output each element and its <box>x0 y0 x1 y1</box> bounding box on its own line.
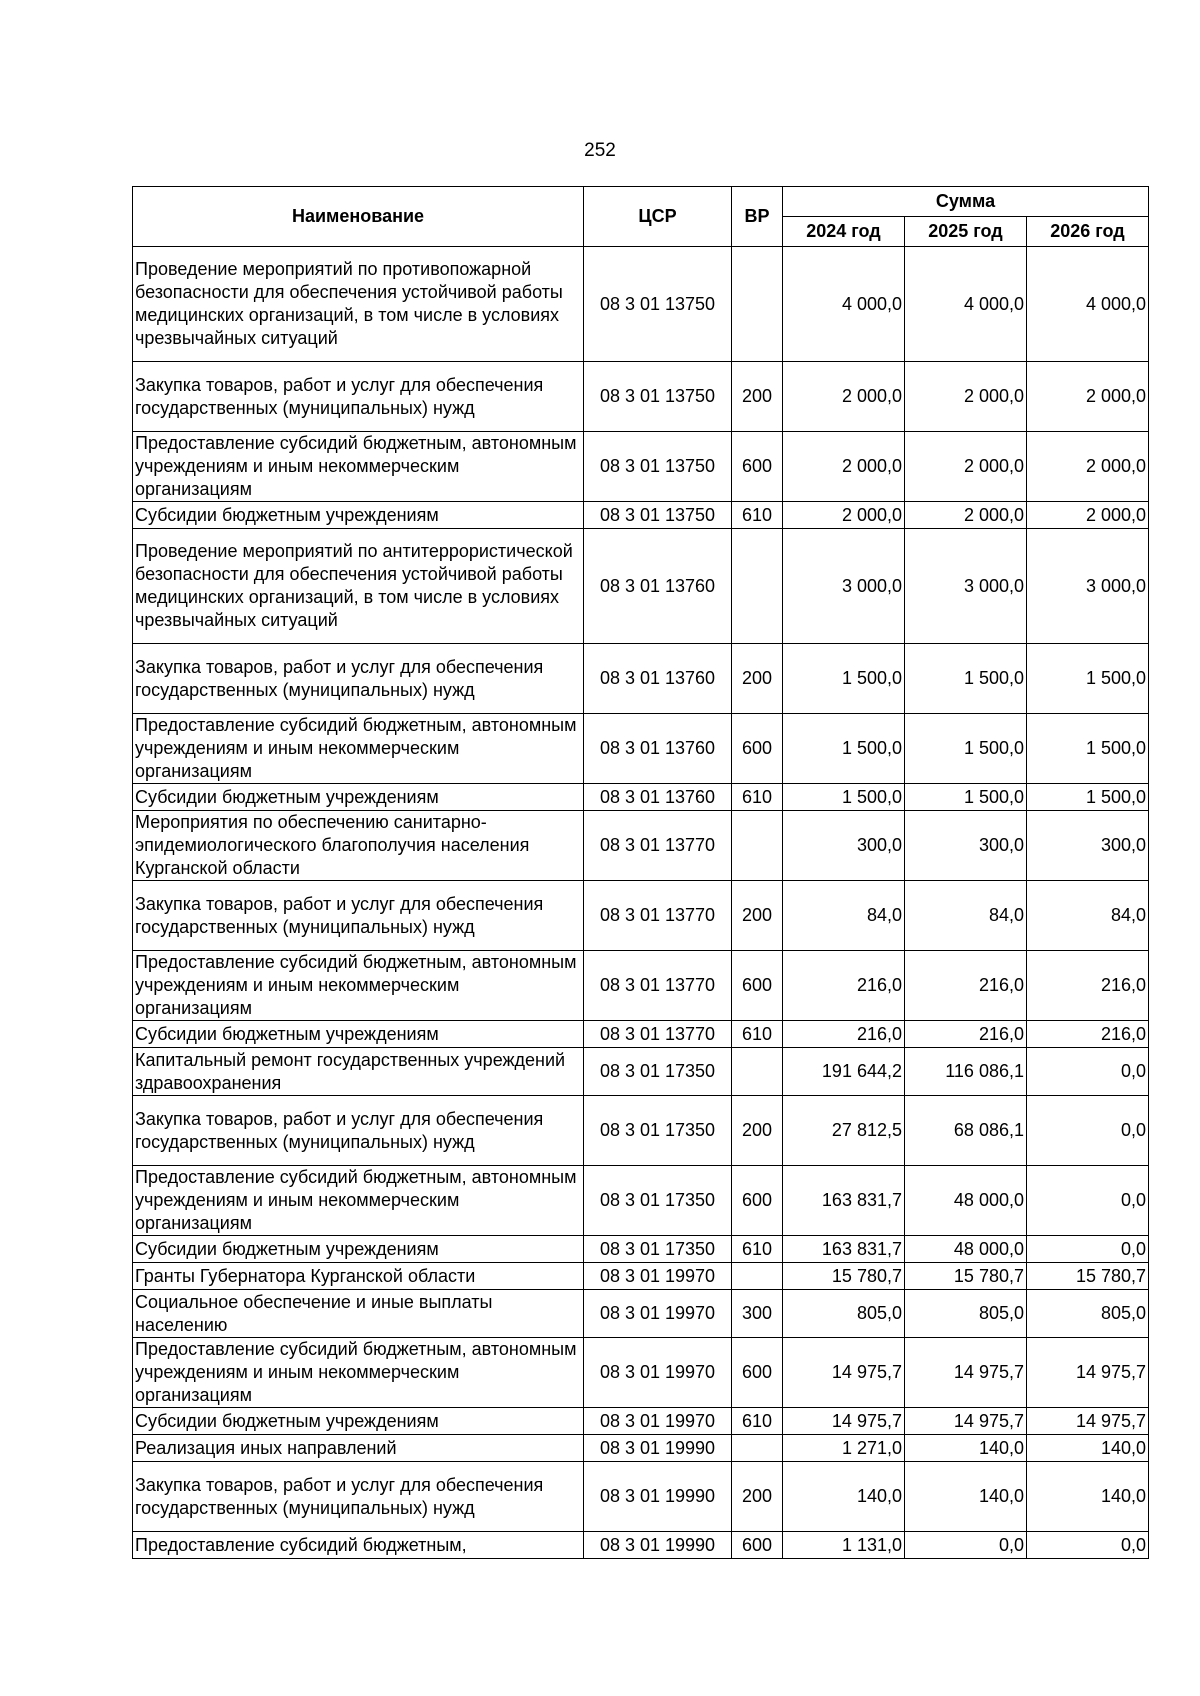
row-name: Мероприятия по обеспечению санитарно-эпидемиологического благополучия населения Курганской области <box>133 811 584 881</box>
row-amount-2026: 140,0 <box>1027 1435 1149 1462</box>
header-csr: ЦСР <box>584 187 732 247</box>
row-amount-2025: 2 000,0 <box>905 432 1027 502</box>
row-amount-2025: 14 975,7 <box>905 1338 1027 1408</box>
row-csr: 08 3 01 19990 <box>584 1462 732 1532</box>
row-name: Субсидии бюджетным учреждениям <box>133 784 584 811</box>
row-amount-2025: 140,0 <box>905 1435 1027 1462</box>
table-row <box>133 811 1149 881</box>
row-vr: 610 <box>732 1236 783 1263</box>
row-amount-2024: 14 975,7 <box>783 1408 905 1435</box>
row-amount-2025: 48 000,0 <box>905 1166 1027 1236</box>
row-vr: 610 <box>732 1021 783 1048</box>
row-vr: 600 <box>732 432 783 502</box>
table-row <box>133 1048 1149 1096</box>
row-amount-2026: 1 500,0 <box>1027 714 1149 784</box>
row-vr <box>732 1263 783 1290</box>
row-vr: 610 <box>732 502 783 529</box>
row-amount-2026: 1 500,0 <box>1027 644 1149 714</box>
row-vr: 200 <box>732 1462 783 1532</box>
row-amount-2025: 15 780,7 <box>905 1263 1027 1290</box>
row-amount-2024: 191 644,2 <box>783 1048 905 1096</box>
row-csr: 08 3 01 19970 <box>584 1408 732 1435</box>
row-amount-2025: 68 086,1 <box>905 1096 1027 1166</box>
row-amount-2024: 163 831,7 <box>783 1166 905 1236</box>
row-amount-2024: 1 271,0 <box>783 1435 905 1462</box>
row-amount-2024: 2 000,0 <box>783 502 905 529</box>
table-row <box>133 1338 1149 1408</box>
row-csr: 08 3 01 13750 <box>584 247 732 362</box>
row-amount-2026: 0,0 <box>1027 1532 1149 1559</box>
row-name: Предоставление субсидий бюджетным, автономным учреждениям и иным некоммерческим организациям <box>133 1166 584 1236</box>
row-amount-2024: 2 000,0 <box>783 362 905 432</box>
row-name: Закупка товаров, работ и услуг для обеспечения государственных (муниципальных) нужд <box>133 1462 584 1532</box>
header-year-2025: 2025 год <box>905 217 1027 247</box>
table-row <box>133 714 1149 784</box>
row-csr: 08 3 01 13750 <box>584 502 732 529</box>
row-amount-2024: 300,0 <box>783 811 905 881</box>
row-vr <box>732 529 783 644</box>
row-name: Предоставление субсидий бюджетным, автономным учреждениям и иным некоммерческим организациям <box>133 1338 584 1408</box>
row-vr <box>732 811 783 881</box>
row-vr <box>732 247 783 362</box>
table-row <box>133 784 1149 811</box>
table-row <box>133 1166 1149 1236</box>
row-name: Закупка товаров, работ и услуг для обеспечения государственных (муниципальных) нужд <box>133 644 584 714</box>
row-amount-2025: 84,0 <box>905 881 1027 951</box>
table-row <box>133 1263 1149 1290</box>
row-amount-2024: 805,0 <box>783 1290 905 1338</box>
row-vr: 200 <box>732 1096 783 1166</box>
row-vr: 600 <box>732 714 783 784</box>
row-amount-2026: 0,0 <box>1027 1166 1149 1236</box>
row-csr: 08 3 01 17350 <box>584 1048 732 1096</box>
row-vr: 600 <box>732 951 783 1021</box>
row-csr: 08 3 01 13760 <box>584 644 732 714</box>
row-amount-2025: 805,0 <box>905 1290 1027 1338</box>
row-csr: 08 3 01 13770 <box>584 951 732 1021</box>
row-csr: 08 3 01 13770 <box>584 811 732 881</box>
header-year-2024: 2024 год <box>783 217 905 247</box>
header-year-2026: 2026 год <box>1027 217 1149 247</box>
header-name: Наименование <box>133 187 584 247</box>
row-name: Субсидии бюджетным учреждениям <box>133 1236 584 1263</box>
row-amount-2026: 0,0 <box>1027 1048 1149 1096</box>
row-csr: 08 3 01 19970 <box>584 1338 732 1408</box>
row-amount-2024: 27 812,5 <box>783 1096 905 1166</box>
table-row <box>133 1236 1149 1263</box>
row-amount-2024: 140,0 <box>783 1462 905 1532</box>
row-amount-2026: 805,0 <box>1027 1290 1149 1338</box>
table-row <box>133 1096 1149 1166</box>
table-row <box>133 1408 1149 1435</box>
table-row <box>133 1532 1149 1559</box>
table-body <box>133 247 1149 1559</box>
row-csr: 08 3 01 13760 <box>584 784 732 811</box>
row-amount-2026: 4 000,0 <box>1027 247 1149 362</box>
row-amount-2024: 1 131,0 <box>783 1532 905 1559</box>
row-amount-2026: 216,0 <box>1027 951 1149 1021</box>
row-amount-2026: 2 000,0 <box>1027 502 1149 529</box>
row-csr: 08 3 01 19970 <box>584 1263 732 1290</box>
row-amount-2025: 140,0 <box>905 1462 1027 1532</box>
row-csr: 08 3 01 19970 <box>584 1290 732 1338</box>
row-name: Предоставление субсидий бюджетным, автономным учреждениям и иным некоммерческим организациям <box>133 714 584 784</box>
table-row <box>133 1290 1149 1338</box>
row-csr: 08 3 01 13760 <box>584 714 732 784</box>
row-amount-2025: 3 000,0 <box>905 529 1027 644</box>
row-name: Проведение мероприятий по противопожарной безопасности для обеспечения устойчивой работы медицинских организаций, в том числе в условиях чрезвычайных ситуаций <box>133 247 584 362</box>
row-amount-2024: 3 000,0 <box>783 529 905 644</box>
row-amount-2025: 216,0 <box>905 951 1027 1021</box>
row-name: Гранты Губернатора Курганской области <box>133 1263 584 1290</box>
row-name: Закупка товаров, работ и услуг для обеспечения государственных (муниципальных) нужд <box>133 881 584 951</box>
row-vr: 600 <box>732 1338 783 1408</box>
row-amount-2026: 14 975,7 <box>1027 1408 1149 1435</box>
row-csr: 08 3 01 17350 <box>584 1236 732 1263</box>
row-csr: 08 3 01 13770 <box>584 1021 732 1048</box>
row-csr: 08 3 01 13770 <box>584 881 732 951</box>
row-amount-2026: 14 975,7 <box>1027 1338 1149 1408</box>
row-name: Социальное обеспечение и иные выплаты населению <box>133 1290 584 1338</box>
row-csr: 08 3 01 19990 <box>584 1435 732 1462</box>
table-row <box>133 881 1149 951</box>
table-row <box>133 1462 1149 1532</box>
row-amount-2026: 0,0 <box>1027 1096 1149 1166</box>
row-vr <box>732 1435 783 1462</box>
row-vr: 200 <box>732 362 783 432</box>
row-amount-2026: 2 000,0 <box>1027 432 1149 502</box>
row-amount-2024: 163 831,7 <box>783 1236 905 1263</box>
row-name: Предоставление субсидий бюджетным, автономным учреждениям и иным некоммерческим организациям <box>133 432 584 502</box>
row-name: Закупка товаров, работ и услуг для обеспечения государственных (муниципальных) нужд <box>133 362 584 432</box>
row-vr: 610 <box>732 784 783 811</box>
row-amount-2026: 84,0 <box>1027 881 1149 951</box>
page-number: 252 <box>584 140 616 161</box>
row-name: Предоставление субсидий бюджетным, автономным учреждениям и иным некоммерческим организациям <box>133 951 584 1021</box>
row-amount-2026: 3 000,0 <box>1027 529 1149 644</box>
row-csr: 08 3 01 17350 <box>584 1166 732 1236</box>
row-amount-2025: 2 000,0 <box>905 362 1027 432</box>
row-name: Капитальный ремонт государственных учреждений здравоохранения <box>133 1048 584 1096</box>
row-amount-2026: 140,0 <box>1027 1462 1149 1532</box>
row-amount-2026: 2 000,0 <box>1027 362 1149 432</box>
row-amount-2025: 300,0 <box>905 811 1027 881</box>
table-row <box>133 502 1149 529</box>
table-header <box>133 187 1149 247</box>
row-amount-2026: 1 500,0 <box>1027 784 1149 811</box>
row-csr: 08 3 01 13750 <box>584 362 732 432</box>
row-name: Закупка товаров, работ и услуг для обеспечения государственных (муниципальных) нужд <box>133 1096 584 1166</box>
row-amount-2024: 2 000,0 <box>783 432 905 502</box>
row-amount-2025: 1 500,0 <box>905 784 1027 811</box>
row-amount-2026: 300,0 <box>1027 811 1149 881</box>
table-row <box>133 432 1149 502</box>
row-amount-2025: 2 000,0 <box>905 502 1027 529</box>
row-csr: 08 3 01 13760 <box>584 529 732 644</box>
row-amount-2025: 14 975,7 <box>905 1408 1027 1435</box>
row-amount-2025: 1 500,0 <box>905 644 1027 714</box>
header-vr: ВР <box>732 187 783 247</box>
budget-table <box>132 186 1149 1559</box>
row-amount-2024: 1 500,0 <box>783 644 905 714</box>
row-name: Проведение мероприятий по антитеррористической безопасности для обеспечения устойчивой работы медицинских организаций, в том числе в условиях чрезвычайных ситуаций <box>133 529 584 644</box>
row-vr: 600 <box>732 1532 783 1559</box>
row-csr: 08 3 01 17350 <box>584 1096 732 1166</box>
row-amount-2025: 0,0 <box>905 1532 1027 1559</box>
row-amount-2024: 15 780,7 <box>783 1263 905 1290</box>
row-amount-2024: 84,0 <box>783 881 905 951</box>
table-row <box>133 1021 1149 1048</box>
row-amount-2024: 14 975,7 <box>783 1338 905 1408</box>
row-name: Реализация иных направлений <box>133 1435 584 1462</box>
row-csr: 08 3 01 19990 <box>584 1532 732 1559</box>
row-amount-2025: 48 000,0 <box>905 1236 1027 1263</box>
row-vr: 300 <box>732 1290 783 1338</box>
row-amount-2024: 216,0 <box>783 951 905 1021</box>
table-row <box>133 529 1149 644</box>
row-name: Субсидии бюджетным учреждениям <box>133 1408 584 1435</box>
row-amount-2024: 4 000,0 <box>783 247 905 362</box>
table-row <box>133 247 1149 362</box>
row-amount-2025: 116 086,1 <box>905 1048 1027 1096</box>
row-amount-2026: 15 780,7 <box>1027 1263 1149 1290</box>
row-amount-2026: 0,0 <box>1027 1236 1149 1263</box>
row-vr: 200 <box>732 644 783 714</box>
row-amount-2025: 216,0 <box>905 1021 1027 1048</box>
table-row <box>133 644 1149 714</box>
row-amount-2025: 4 000,0 <box>905 247 1027 362</box>
row-csr: 08 3 01 13750 <box>584 432 732 502</box>
row-amount-2024: 1 500,0 <box>783 784 905 811</box>
row-vr <box>732 1048 783 1096</box>
row-name: Предоставление субсидий бюджетным, <box>133 1532 584 1559</box>
row-name: Субсидии бюджетным учреждениям <box>133 1021 584 1048</box>
row-name: Субсидии бюджетным учреждениям <box>133 502 584 529</box>
row-vr: 600 <box>732 1166 783 1236</box>
table-row <box>133 1435 1149 1462</box>
table-row <box>133 362 1149 432</box>
row-vr: 200 <box>732 881 783 951</box>
header-sum: Сумма <box>783 187 1149 217</box>
row-amount-2026: 216,0 <box>1027 1021 1149 1048</box>
table-row <box>133 951 1149 1021</box>
row-amount-2024: 1 500,0 <box>783 714 905 784</box>
row-amount-2024: 216,0 <box>783 1021 905 1048</box>
row-amount-2025: 1 500,0 <box>905 714 1027 784</box>
row-vr: 610 <box>732 1408 783 1435</box>
